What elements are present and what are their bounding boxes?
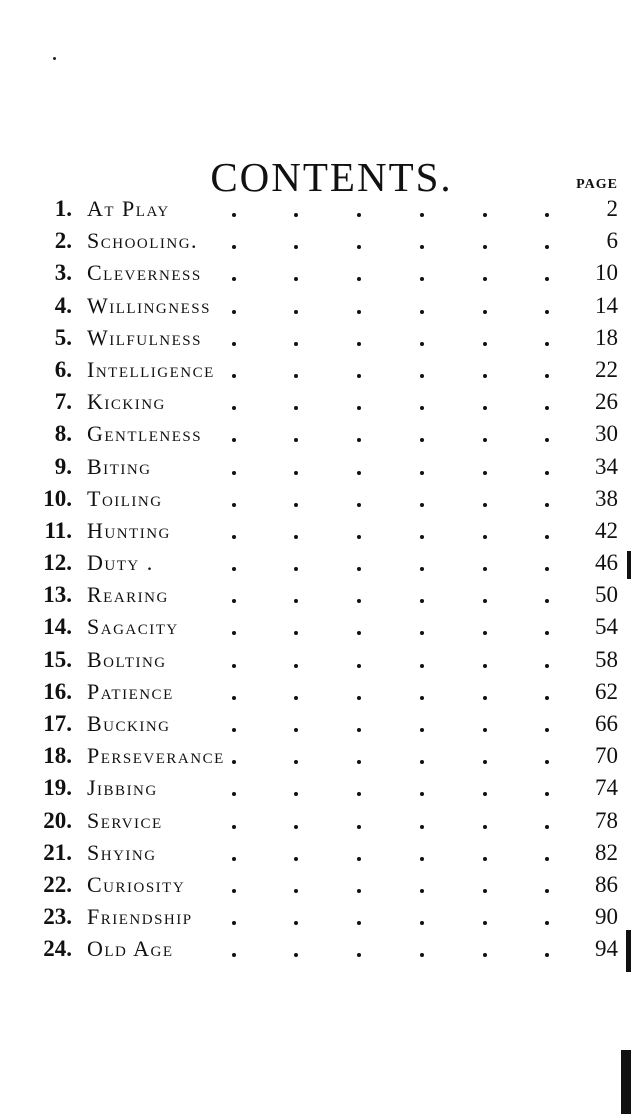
leader-dot [483, 631, 487, 635]
leader-dot [357, 438, 361, 442]
entry-number: 12. [43, 550, 72, 576]
entry-number: 1. [54, 196, 72, 221]
leader-dot [545, 342, 549, 346]
entry-page-number: 90 [595, 904, 618, 930]
leader-dot [294, 599, 298, 603]
toc-entry[interactable] [0, 933, 631, 965]
leader-dot [357, 889, 361, 893]
entry-number: 16. [43, 678, 72, 704]
entry-title: Gentleness [87, 421, 203, 447]
leader-dot [357, 471, 361, 475]
leader-dot [545, 857, 549, 861]
leader-dot [420, 792, 424, 796]
leader-dot [420, 342, 424, 346]
entry-title: Kicking [87, 389, 166, 415]
leader-dot [483, 342, 487, 346]
table-of-contents [0, 193, 631, 966]
entry-page-number: 10 [595, 260, 618, 286]
toc-entry[interactable] [0, 805, 631, 837]
dot-leader [232, 837, 552, 869]
leader-dot [294, 471, 298, 475]
leader-dot [483, 792, 487, 796]
entry-number: 8. [54, 421, 72, 447]
leader-dot [294, 535, 298, 539]
leader-dot [545, 374, 549, 378]
leader-dot [483, 953, 487, 957]
page-column-label: PAGE [576, 177, 618, 192]
leader-dot [294, 213, 298, 217]
leader-dot [545, 953, 549, 957]
leader-dot [294, 889, 298, 893]
entry-page-number: 70 [595, 743, 618, 769]
leader-dot [545, 696, 549, 700]
leader-dot [357, 374, 361, 378]
entry-page-number: 74 [595, 775, 618, 801]
leader-dot [294, 953, 298, 957]
leader-dot [545, 310, 549, 314]
entry-number: 17. [43, 711, 72, 736]
leader-dot [545, 921, 549, 925]
leader-dot [294, 631, 298, 635]
leader-dot [483, 857, 487, 861]
leader-dot [420, 277, 424, 281]
leader-dot [294, 374, 298, 378]
entry-title: Sagacity [87, 614, 179, 640]
entry-page-number: 18 [595, 324, 618, 350]
dot-leader [232, 933, 552, 965]
entry-page-number: 42 [595, 517, 618, 543]
leader-dot [232, 792, 236, 796]
leader-dot [357, 535, 361, 539]
leader-dot [232, 277, 236, 281]
entry-title: Bolting [87, 646, 167, 672]
leader-dot [232, 535, 236, 539]
dot-leader [232, 611, 552, 643]
leader-dot [294, 567, 298, 571]
dot-leader [232, 515, 552, 547]
leader-dot [294, 310, 298, 314]
leader-dot [232, 857, 236, 861]
entry-title: Willingness [87, 292, 211, 318]
leader-dot [357, 406, 361, 410]
entry-title: Duty . [87, 550, 154, 576]
entry-title: Hunting [87, 517, 171, 543]
leader-dot [483, 728, 487, 732]
toc-entry[interactable] [0, 257, 631, 289]
leader-dot [545, 728, 549, 732]
leader-dot [294, 503, 298, 507]
leader-dot [232, 567, 236, 571]
leader-dot [357, 792, 361, 796]
dot-leader [232, 451, 552, 483]
dot-leader [232, 322, 552, 354]
leader-dot [357, 567, 361, 571]
toc-entry[interactable] [0, 386, 631, 418]
entry-number: 2. [54, 228, 72, 254]
dot-leader [232, 386, 552, 418]
leader-dot [232, 374, 236, 378]
toc-entry[interactable] [0, 483, 631, 515]
contents-heading: CONTENTS. [210, 154, 453, 201]
leader-dot [232, 728, 236, 732]
toc-entry[interactable] [0, 644, 631, 676]
leader-dot [483, 825, 487, 829]
leader-dot [232, 471, 236, 475]
leader-dot [294, 245, 298, 249]
leader-dot [483, 374, 487, 378]
leader-dot [483, 310, 487, 314]
entry-page-number: 22 [595, 356, 618, 382]
dot-leader [232, 257, 552, 289]
toc-entry[interactable] [0, 193, 631, 225]
leader-dot [545, 664, 549, 668]
dot-leader [232, 805, 552, 837]
leader-dot [483, 213, 487, 217]
dot-leader [232, 193, 552, 225]
leader-dot [420, 825, 424, 829]
dot-leader [232, 708, 552, 740]
toc-entry[interactable] [0, 901, 631, 933]
entry-title: Toiling [87, 485, 163, 511]
leader-dot [483, 277, 487, 281]
toc-entry[interactable] [0, 225, 631, 257]
leader-dot [483, 438, 487, 442]
entry-page-number: 86 [595, 871, 618, 897]
leader-dot [420, 245, 424, 249]
entry-page-number: 62 [595, 678, 618, 704]
entry-page-number: 46 [595, 550, 618, 576]
leader-dot [545, 760, 549, 764]
leader-dot [420, 857, 424, 861]
entry-number: 24. [43, 936, 72, 962]
entry-number: 6. [54, 356, 72, 382]
leader-dot [357, 245, 361, 249]
leader-dot [420, 406, 424, 410]
leader-dot [232, 631, 236, 635]
dot-leader [232, 644, 552, 676]
leader-dot [357, 631, 361, 635]
leader-dot [357, 760, 361, 764]
entry-title: Shying [87, 839, 157, 865]
entry-page-number: 54 [595, 614, 618, 640]
dot-leader [232, 676, 552, 708]
leader-dot [545, 438, 549, 442]
leader-dot [232, 664, 236, 668]
leader-dot [294, 760, 298, 764]
entry-page-number: 94 [595, 936, 618, 962]
entry-number: 5. [54, 324, 72, 350]
entry-page-number: 78 [595, 807, 618, 833]
leader-dot [545, 471, 549, 475]
entry-number: 14. [43, 614, 72, 640]
entry-page-number: 58 [595, 646, 618, 672]
entry-number: 23. [43, 904, 72, 930]
leader-dot [357, 277, 361, 281]
toc-entry[interactable] [0, 837, 631, 869]
dot-leader [232, 901, 552, 933]
leader-dot [294, 792, 298, 796]
toc-entry[interactable] [0, 869, 631, 901]
entry-number: 4. [54, 292, 72, 318]
leader-dot [232, 953, 236, 957]
leader-dot [232, 438, 236, 442]
toc-entry[interactable] [0, 322, 631, 354]
dot-leader [232, 772, 552, 804]
entry-page-number: 14 [595, 292, 618, 318]
entry-title: At Play [87, 196, 170, 221]
leader-dot [357, 664, 361, 668]
page-speck [53, 57, 56, 60]
leader-dot [420, 664, 424, 668]
leader-dot [420, 310, 424, 314]
entry-title: Schooling. [87, 228, 199, 254]
dot-leader [232, 354, 552, 386]
entry-title: Intelligence [87, 356, 215, 382]
dot-leader [232, 547, 552, 579]
leader-dot [232, 921, 236, 925]
leader-dot [420, 374, 424, 378]
entry-title: Old Age [87, 936, 174, 962]
leader-dot [232, 503, 236, 507]
leader-dot [545, 503, 549, 507]
entry-title: Bucking [87, 711, 171, 736]
toc-entry[interactable] [0, 676, 631, 708]
leader-dot [294, 664, 298, 668]
toc-entry[interactable] [0, 354, 631, 386]
toc-entry[interactable] [0, 740, 631, 772]
dot-leader [232, 740, 552, 772]
leader-dot [545, 213, 549, 217]
entry-title: Friendship [87, 904, 193, 930]
leader-dot [483, 889, 487, 893]
dot-leader [232, 418, 552, 450]
entry-number: 7. [54, 389, 72, 415]
entry-title: Cleverness [87, 260, 202, 286]
leader-dot [232, 245, 236, 249]
entry-title: Biting [87, 453, 152, 479]
leader-dot [232, 760, 236, 764]
entry-number: 13. [43, 582, 72, 608]
leader-dot [420, 503, 424, 507]
entry-page-number: 30 [595, 421, 618, 447]
leader-dot [545, 277, 549, 281]
toc-entry[interactable] [0, 611, 631, 643]
leader-dot [232, 310, 236, 314]
leader-dot [545, 599, 549, 603]
leader-dot [357, 213, 361, 217]
entry-page-number: 2 [606, 196, 618, 221]
toc-entry[interactable] [0, 451, 631, 483]
leader-dot [483, 696, 487, 700]
leader-dot [483, 503, 487, 507]
leader-dot [357, 857, 361, 861]
leader-dot [420, 471, 424, 475]
leader-dot [357, 342, 361, 346]
entry-page-number: 6 [606, 228, 618, 254]
leader-dot [232, 406, 236, 410]
entry-title: Rearing [87, 582, 169, 608]
leader-dot [420, 889, 424, 893]
leader-dot [294, 277, 298, 281]
leader-dot [545, 245, 549, 249]
leader-dot [545, 406, 549, 410]
entry-page-number: 34 [595, 453, 618, 479]
toc-entry[interactable] [0, 290, 631, 322]
leader-dot [294, 728, 298, 732]
leader-dot [420, 760, 424, 764]
leader-dot [357, 599, 361, 603]
leader-dot [232, 342, 236, 346]
leader-dot [483, 599, 487, 603]
entry-title: Jibbing [87, 775, 158, 801]
leader-dot [232, 213, 236, 217]
page-edge-mark [621, 1050, 631, 1114]
leader-dot [294, 921, 298, 925]
entry-number: 10. [43, 485, 72, 511]
leader-dot [483, 664, 487, 668]
leader-dot [357, 728, 361, 732]
leader-dot [420, 696, 424, 700]
leader-dot [483, 245, 487, 249]
entry-page-number: 38 [595, 485, 618, 511]
leader-dot [420, 599, 424, 603]
leader-dot [483, 567, 487, 571]
dot-leader [232, 290, 552, 322]
leader-dot [420, 953, 424, 957]
leader-dot [232, 599, 236, 603]
leader-dot [545, 889, 549, 893]
toc-entry[interactable] [0, 772, 631, 804]
leader-dot [483, 760, 487, 764]
leader-dot [294, 342, 298, 346]
entry-title: Patience [87, 678, 174, 704]
entry-number: 19. [43, 775, 72, 801]
entry-number: 15. [43, 646, 72, 672]
leader-dot [294, 696, 298, 700]
toc-entry[interactable] [0, 515, 631, 547]
leader-dot [420, 535, 424, 539]
leader-dot [420, 728, 424, 732]
leader-dot [420, 213, 424, 217]
leader-dot [232, 825, 236, 829]
leader-dot [545, 631, 549, 635]
leader-dot [294, 406, 298, 410]
leader-dot [545, 567, 549, 571]
leader-dot [357, 921, 361, 925]
entry-title: Wilfulness [87, 324, 202, 350]
toc-entry[interactable] [0, 708, 631, 740]
entry-page-number: 66 [595, 711, 618, 736]
toc-entry[interactable] [0, 547, 631, 579]
leader-dot [483, 471, 487, 475]
entry-number: 21. [43, 839, 72, 865]
entry-number: 11. [44, 517, 72, 543]
entry-title: Perseverance [87, 743, 225, 769]
leader-dot [357, 503, 361, 507]
entry-number: 18. [43, 743, 72, 769]
leader-dot [483, 535, 487, 539]
leader-dot [420, 921, 424, 925]
leader-dot [357, 310, 361, 314]
leader-dot [545, 535, 549, 539]
toc-entry[interactable] [0, 579, 631, 611]
entry-title: Service [87, 807, 163, 833]
leader-dot [294, 857, 298, 861]
leader-dot [357, 825, 361, 829]
dot-leader [232, 225, 552, 257]
entry-page-number: 26 [595, 389, 618, 415]
leader-dot [294, 825, 298, 829]
leader-dot [545, 792, 549, 796]
leader-dot [232, 696, 236, 700]
leader-dot [420, 567, 424, 571]
dot-leader [232, 483, 552, 515]
leader-dot [294, 438, 298, 442]
leader-dot [357, 696, 361, 700]
entry-number: 20. [43, 807, 72, 833]
leader-dot [420, 631, 424, 635]
entry-page-number: 50 [595, 582, 618, 608]
leader-dot [420, 438, 424, 442]
entry-page-number: 82 [595, 839, 618, 865]
leader-dot [232, 889, 236, 893]
leader-dot [483, 921, 487, 925]
dot-leader [232, 869, 552, 901]
entry-number: 22. [43, 871, 72, 897]
leader-dot [483, 406, 487, 410]
entry-title: Curiosity [87, 871, 186, 897]
toc-entry[interactable] [0, 418, 631, 450]
leader-dot [545, 825, 549, 829]
leader-dot [357, 953, 361, 957]
entry-number: 9. [54, 453, 72, 479]
entry-number: 3. [54, 260, 72, 286]
dot-leader [232, 579, 552, 611]
